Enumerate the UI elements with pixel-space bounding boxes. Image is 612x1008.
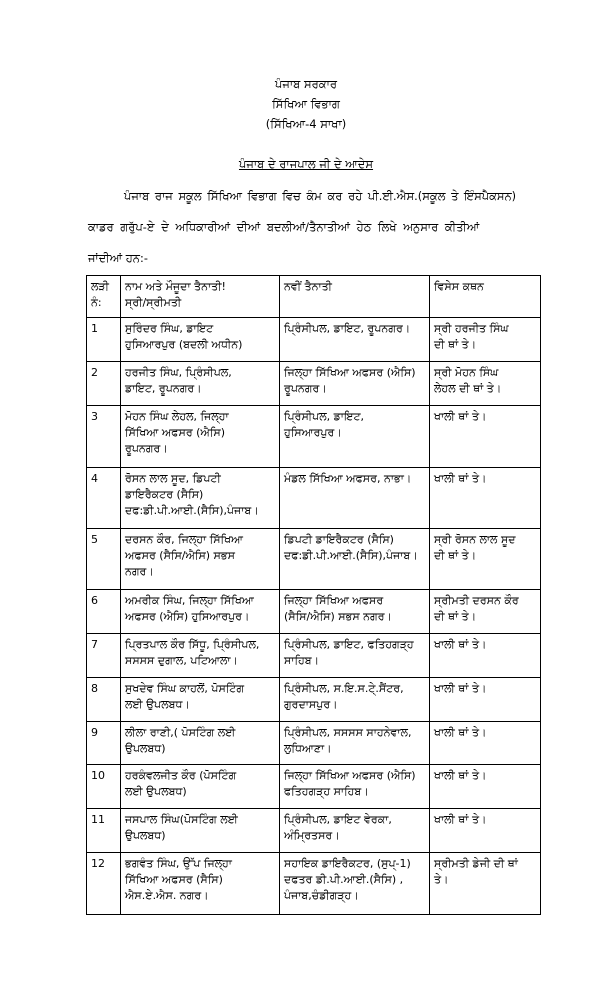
header-name-line-1: ਨਾਮ ਅਤੇ ਮੌਜੂਦਾ ਤੈਨਾਤੀ!: [125, 280, 226, 293]
remarks-cell: [430, 634, 541, 678]
serial-number-cell: [87, 722, 121, 765]
name-current-posting-cell: [121, 722, 280, 765]
name-line-3: ਐਸ.ਏ.ਐਸ. ਨਗਰ।: [125, 889, 209, 902]
header-serial-number: [87, 276, 121, 318]
remarks-line-1: ਸ੍ਰੀ ਮੋਹਨ ਸਿੰਘ: [434, 366, 499, 379]
name-current-posting-cell: [121, 362, 280, 406]
table-row: [87, 318, 541, 362]
remarks-line-2: ਦੀ ਥਾਂ ਤੇ।: [434, 549, 477, 562]
table-row: [87, 406, 541, 468]
name-line-1: ਮੋਹਨ ਸਿੰਘ ਲੇਹਲ, ਜਿਲ੍ਹਾ: [125, 410, 229, 423]
serial-number-cell: [87, 809, 121, 853]
serial-number: 6: [91, 594, 98, 607]
branch-name: (ਸਿੱਖਿਆ-4 ਸਾਖਾ): [265, 117, 347, 131]
remarks-line-2: ਤੇ।: [434, 873, 449, 886]
name-line-2: ਡਾਇਰੈਕਟਰ (ਸੈਸਿ): [125, 488, 204, 501]
remarks-cell: [430, 590, 541, 634]
serial-number-cell: [87, 678, 121, 722]
intro-line-2: ਕਾਡਰ ਗਰੁੱਪ-ਏ ਦੇ ਅਧਿਕਾਰੀਆਂ ਦੀਆਂ ਬਦਲੀਆਂ/ਤੈਨਾਤੀਆਂ ਹੇਠ ਲਿਖੇ ਅਨੁਸਾਰ ਕੀਤੀਆਂ: [88, 221, 480, 234]
name-current-posting-cell: [121, 318, 280, 362]
header-name-and-current-posting: [121, 276, 280, 318]
serial-number: 4: [91, 472, 98, 485]
name-line-2: ਅਫਸਰ (ਐਸਿ) ਹੁਸਿਆਰਪੁਰ।: [125, 610, 250, 623]
posting-line-2: (ਸੈਸਿ/ਐਸਿ) ਸਭਸ ਨਗਰ।: [284, 610, 392, 623]
posting-line-2: ਅੰਮ੍ਰਿਤਸਰ।: [284, 829, 340, 842]
posting-line-2: ਹੁਸਿਆਰਪੁਰ।: [284, 426, 342, 439]
name-line-1: ਰੋਸਨ ਲਾਲ ਸੂਦ, ਡਿਪਟੀ: [125, 472, 221, 485]
name-line-3: ਨਗਰ।: [125, 565, 154, 578]
name-line-1: ਲੀਲਾ ਰਾਣੀ,( ਪੋਸਟਿੰਗ ਲਈ: [125, 726, 236, 739]
name-line-1: ਹਰਕੰਵਲਜੀਤ ਕੌਰ (ਪੋਸਟਿੰਗ: [125, 769, 237, 782]
serial-number: 7: [91, 638, 98, 651]
name-current-posting-cell: [121, 634, 280, 678]
new-posting-cell: [280, 362, 430, 406]
government-name: ਪੰਜਾਬ ਸਰਕਾਰ: [274, 77, 338, 91]
serial-number: 3: [91, 410, 98, 423]
table-row: [87, 853, 541, 915]
table-row: [87, 362, 541, 406]
remarks-cell: [430, 722, 541, 765]
name-line-1: ਭਗਵੰਤ ਸਿੰਘ, ਉੱਪ ਜਿਲ੍ਹਾ: [125, 857, 232, 870]
remarks-line-1: ਖਾਲੀ ਥਾਂ ਤੇ।: [434, 682, 487, 695]
serial-number: 11: [91, 813, 105, 826]
intro-line-3: ਜਾਂਦੀਆਂ ਹਨ:-: [88, 252, 149, 265]
remarks-line-1: ਖਾਲੀ ਥਾਂ ਤੇ।: [434, 769, 487, 782]
name-current-posting-cell: [121, 468, 280, 529]
remarks-cell: [430, 765, 541, 809]
table-row: [87, 590, 541, 634]
name-line-1: ਸੁਰਿੰਦਰ ਸਿੰਘ, ਡਾਇਟ: [125, 322, 214, 335]
serial-number-cell: [87, 362, 121, 406]
name-line-2: ਅਫਸਰ (ਸੈਸਿ/ਐਸਿ) ਸਭਸ: [125, 549, 235, 562]
serial-number-cell: [87, 468, 121, 529]
name-line-2: ਸਸਸਸ ਦੁਗਾਲ, ਪਟਿਆਲਾ।: [125, 654, 238, 667]
remarks-line-1: ਖਾਲੀ ਥਾਂ ਤੇ।: [434, 638, 487, 651]
serial-number-cell: [87, 853, 121, 915]
name-current-posting-cell: [121, 678, 280, 722]
name-line-1: ਸੁਖਦੇਵ ਸਿੰਘ ਕਾਹਲੋਂ, ਪੋਸਟਿੰਗ: [125, 682, 245, 695]
posting-line-1: ਪ੍ਰਿੰਸੀਪਲ, ਡਾਇਟ, ਰੂਪਨਗਰ।: [284, 322, 411, 335]
table-row: [87, 468, 541, 529]
serial-number: 10: [91, 769, 105, 782]
new-posting-cell: [280, 722, 430, 765]
remarks-cell: [430, 809, 541, 853]
remarks-line-1: ਸ੍ਰੀ ਰੋਸਨ ਲਾਲ ਸੂਦ: [434, 533, 516, 546]
table-row: [87, 529, 541, 590]
name-line-3: ਰੂਪਨਗਰ।: [125, 442, 168, 455]
posting-line-1: ਪ੍ਰਿੰਸੀਪਲ, ਡਾਇਟ ਵੇਰਕਾ,: [284, 813, 392, 826]
posting-line-2: ਦਫ:ਡੀ.ਪੀ.ਆਈ.(ਸੈਸਿ),ਪੰਜਾਬ।: [284, 549, 418, 562]
name-line-1: ਹਰਜੀਤ ਸਿੰਘ, ਪ੍ਰਿੰਸੀਪਲ,: [125, 366, 232, 379]
posting-line-2: ਲੁਧਿਆਣਾ।: [284, 742, 332, 755]
table-row: [87, 722, 541, 765]
posting-line-2: ਦਫਤਰ ਡੀ.ਪੀ.ਆਈ.(ਸੈਸਿ) ,: [284, 873, 404, 886]
remarks-cell: [430, 406, 541, 468]
remarks-line-1: ਸ੍ਰੀ ਹਰਜੀਤ ਸਿੰਘ: [434, 322, 509, 335]
posting-line-2: ਫਤਿਹਗੜ੍ਹ ਸਾਹਿਬ।: [284, 785, 369, 798]
name-current-posting-cell: [121, 590, 280, 634]
remarks-cell: [430, 529, 541, 590]
name-line-1: ਅਮਰੀਕ ਸਿੰਘ, ਜਿਲ੍ਹਾ ਸਿੱਖਿਆ: [125, 594, 254, 607]
header-name-line-2: ਸ੍ਰੀ/ਸ੍ਰੀਮਤੀ: [125, 296, 182, 309]
table-row: [87, 809, 541, 853]
name-current-posting-cell: [121, 809, 280, 853]
remarks-line-1: ਖਾਲੀ ਥਾਂ ਤੇ।: [434, 410, 487, 423]
posting-line-1: ਪ੍ਰਿੰਸੀਪਲ, ਸ.ਇ.ਸ.ਟੇ੍.ਸੈਂਟਰ,: [284, 682, 404, 695]
remarks-cell: [430, 468, 541, 529]
remarks-line-1: ਖਾਲੀ ਥਾਂ ਤੇ।: [434, 726, 487, 739]
new-posting-cell: [280, 765, 430, 809]
new-posting-cell: [280, 468, 430, 529]
name-line-1: ਦਰਸਨ ਕੌਰ, ਜਿਲ੍ਹਾ ਸਿੱਖਿਆ: [125, 533, 244, 546]
order-title-text: ਪੰਜਾਬ ਦੇ ਰਾਜਪਾਲ ਜੀ ਦੇ ਆਦੇਸ: [238, 157, 374, 171]
table-header-row: [87, 276, 541, 318]
new-posting-cell: [280, 634, 430, 678]
name-line-2: ਉਪਲਬਧ): [125, 829, 166, 842]
header-serial-line-2: ਨੰ:: [91, 296, 102, 309]
serial-number-cell: [87, 318, 121, 362]
posting-line-1: ਜਿਲ੍ਹਾ ਸਿੱਖਿਆ ਅਫਸਰ (ਐਸਿ): [284, 769, 416, 782]
new-posting-cell: [280, 529, 430, 590]
posting-line-1: ਜਿਲ੍ਹਾ ਸਿੱਖਿਆ ਅਫਸਰ: [284, 594, 384, 607]
serial-number: 2: [91, 366, 98, 379]
remarks-cell: [430, 853, 541, 915]
posting-line-2: ਗੁਰਦਾਸਪੁਰ।: [284, 698, 338, 711]
name-line-2: ਉਪਲਬਧ): [125, 742, 166, 755]
serial-number-cell: [87, 634, 121, 678]
remarks-line-1: ਸ੍ਰੀਮਤੀ ਡੇਜੀ ਦੀ ਥਾਂ: [434, 857, 518, 870]
serial-number-cell: [87, 590, 121, 634]
new-posting-cell: [280, 318, 430, 362]
remarks-line-2: ਦੀ ਥਾਂ ਤੇ।: [434, 338, 477, 351]
posting-line-2: ਸਾਹਿਬ।: [284, 654, 320, 667]
header-remarks-text: ਵਿਸੇਸ ਕਥਨ: [434, 280, 484, 293]
remarks-line-2: ਦੀ ਥਾਂ ਤੇ।: [434, 610, 477, 623]
table-row: [87, 765, 541, 809]
serial-number: 5: [91, 533, 98, 546]
order-title: [0, 156, 612, 172]
remarks-line-2: ਲੇਹਲ ਦੀ ਥਾਂ ਤੇ।: [434, 382, 502, 395]
serial-number: 8: [91, 682, 98, 695]
name-current-posting-cell: [121, 853, 280, 915]
serial-number-cell: [87, 765, 121, 809]
posting-line-1: ਪ੍ਰਿੰਸੀਪਲ, ਡਾਇਟ, ਫਤਿਹਗੜ੍ਹ: [284, 638, 414, 651]
header-new-posting: [280, 276, 430, 318]
remarks-line-1: ਖਾਲੀ ਥਾਂ ਤੇ।: [434, 472, 487, 485]
name-current-posting-cell: [121, 765, 280, 809]
name-line-3: ਦਫ:ਡੀ.ਪੀ.ਆਈ.(ਸੈਸਿ),ਪੰਜਾਬ।: [125, 504, 259, 517]
posting-line-1: ਮੰਡਲ ਸਿੱਖਿਆ ਅਫਸਰ, ਨਾਭਾ।: [284, 472, 412, 485]
posting-line-1: ਜਿਲ੍ਹਾ ਸਿੱਖਿਆ ਅਫਸਰ (ਐਸਿ): [284, 366, 416, 379]
intro-line-1: ਪੰਜਾਬ ਰਾਜ ਸਕੂਲ ਸਿੱਖਿਆ ਵਿਭਾਗ ਵਿਚ ਕੰਮ ਕਰ ਰਹੇ ਪੀ.ਈ.ਐਸ.(ਸਕੂਲ ਤੇ ਇੰਸਪੈਕਸਨ): [124, 190, 517, 203]
name-line-1: ਪ੍ਰਿਤਪਾਲ ਕੌਰ ਸਿੱਧੂ, ਪ੍ਰਿੰਸੀਪਲ,: [125, 638, 260, 651]
new-posting-cell: [280, 809, 430, 853]
posting-line-3: ਪੰਜਾਬ,ਚੰਡੀਗੜ੍ਹ।: [284, 889, 359, 902]
new-posting-cell: [280, 678, 430, 722]
serial-number: 12: [91, 857, 105, 870]
remarks-cell: [430, 362, 541, 406]
posting-line-2: ਰੂਪਨਗਰ।: [284, 382, 327, 395]
posting-line-1: ਡਿਪਟੀ ਡਾਇਰੈਕਟਰ (ਸੈਸਿ): [284, 533, 394, 546]
name-line-2: ਸਿੱਖਿਆ ਅਫਸਰ (ਸੈਸਿ): [125, 873, 223, 886]
posting-line-1: ਪ੍ਰਿੰਸੀਪਲ, ਡਾਇਟ,: [284, 410, 365, 423]
posting-line-1: ਸਹਾਇਕ ਡਾਇਰੈਕਟਰ, (ਸੁਪ੍-1): [284, 857, 411, 870]
name-line-2: ਲਈ ਉਪਲਬਧ): [125, 785, 187, 798]
department-name: ਸਿੱਖਿਆ ਵਿਭਾਗ: [272, 97, 340, 111]
new-posting-cell: [280, 590, 430, 634]
header-new-posting-text: ਨਵੀਂ ਤੈਨਾਤੀ: [284, 280, 332, 293]
name-line-2: ਹੁਸਿਆਰਪੁਰ (ਬਦਲੀ ਅਧੀਨ): [125, 338, 243, 351]
new-posting-cell: [280, 406, 430, 468]
remarks-line-1: ਸ੍ਰੀਮਤੀ ਦਰਸਨ ਕੌਰ: [434, 594, 519, 607]
serial-number-cell: [87, 529, 121, 590]
name-line-2: ਲਈ ਉਪਲਬਧ।: [125, 698, 190, 711]
name-line-1: ਜਸਪਾਲ ਸਿੰਘ(ਪੋਸਟਿੰਗ ਲਈ: [125, 813, 238, 826]
header-serial-line-1: ਲੜੀ: [91, 280, 109, 293]
table-row: [87, 678, 541, 722]
remarks-cell: [430, 318, 541, 362]
header-remarks: [430, 276, 541, 318]
name-line-2: ਸਿੱਖਿਆ ਅਫਸਰ (ਐਸਿ): [125, 426, 226, 439]
name-current-posting-cell: [121, 529, 280, 590]
serial-number-cell: [87, 406, 121, 468]
serial-number: 1: [91, 322, 98, 335]
transfer-orders-table: [86, 275, 541, 915]
table-row: [87, 634, 541, 678]
name-current-posting-cell: [121, 406, 280, 468]
name-line-2: ਡਾਇਟ, ਰੂਪਨਗਰ।: [125, 382, 202, 395]
posting-line-1: ਪ੍ਰਿੰਸੀਪਲ, ਸਸਸਸ ਸਾਹਨੇਵਾਲ,: [284, 726, 412, 739]
serial-number: 9: [91, 726, 98, 739]
new-posting-cell: [280, 853, 430, 915]
remarks-cell: [430, 678, 541, 722]
remarks-line-1: ਖਾਲੀ ਥਾਂ ਤੇ।: [434, 813, 487, 826]
